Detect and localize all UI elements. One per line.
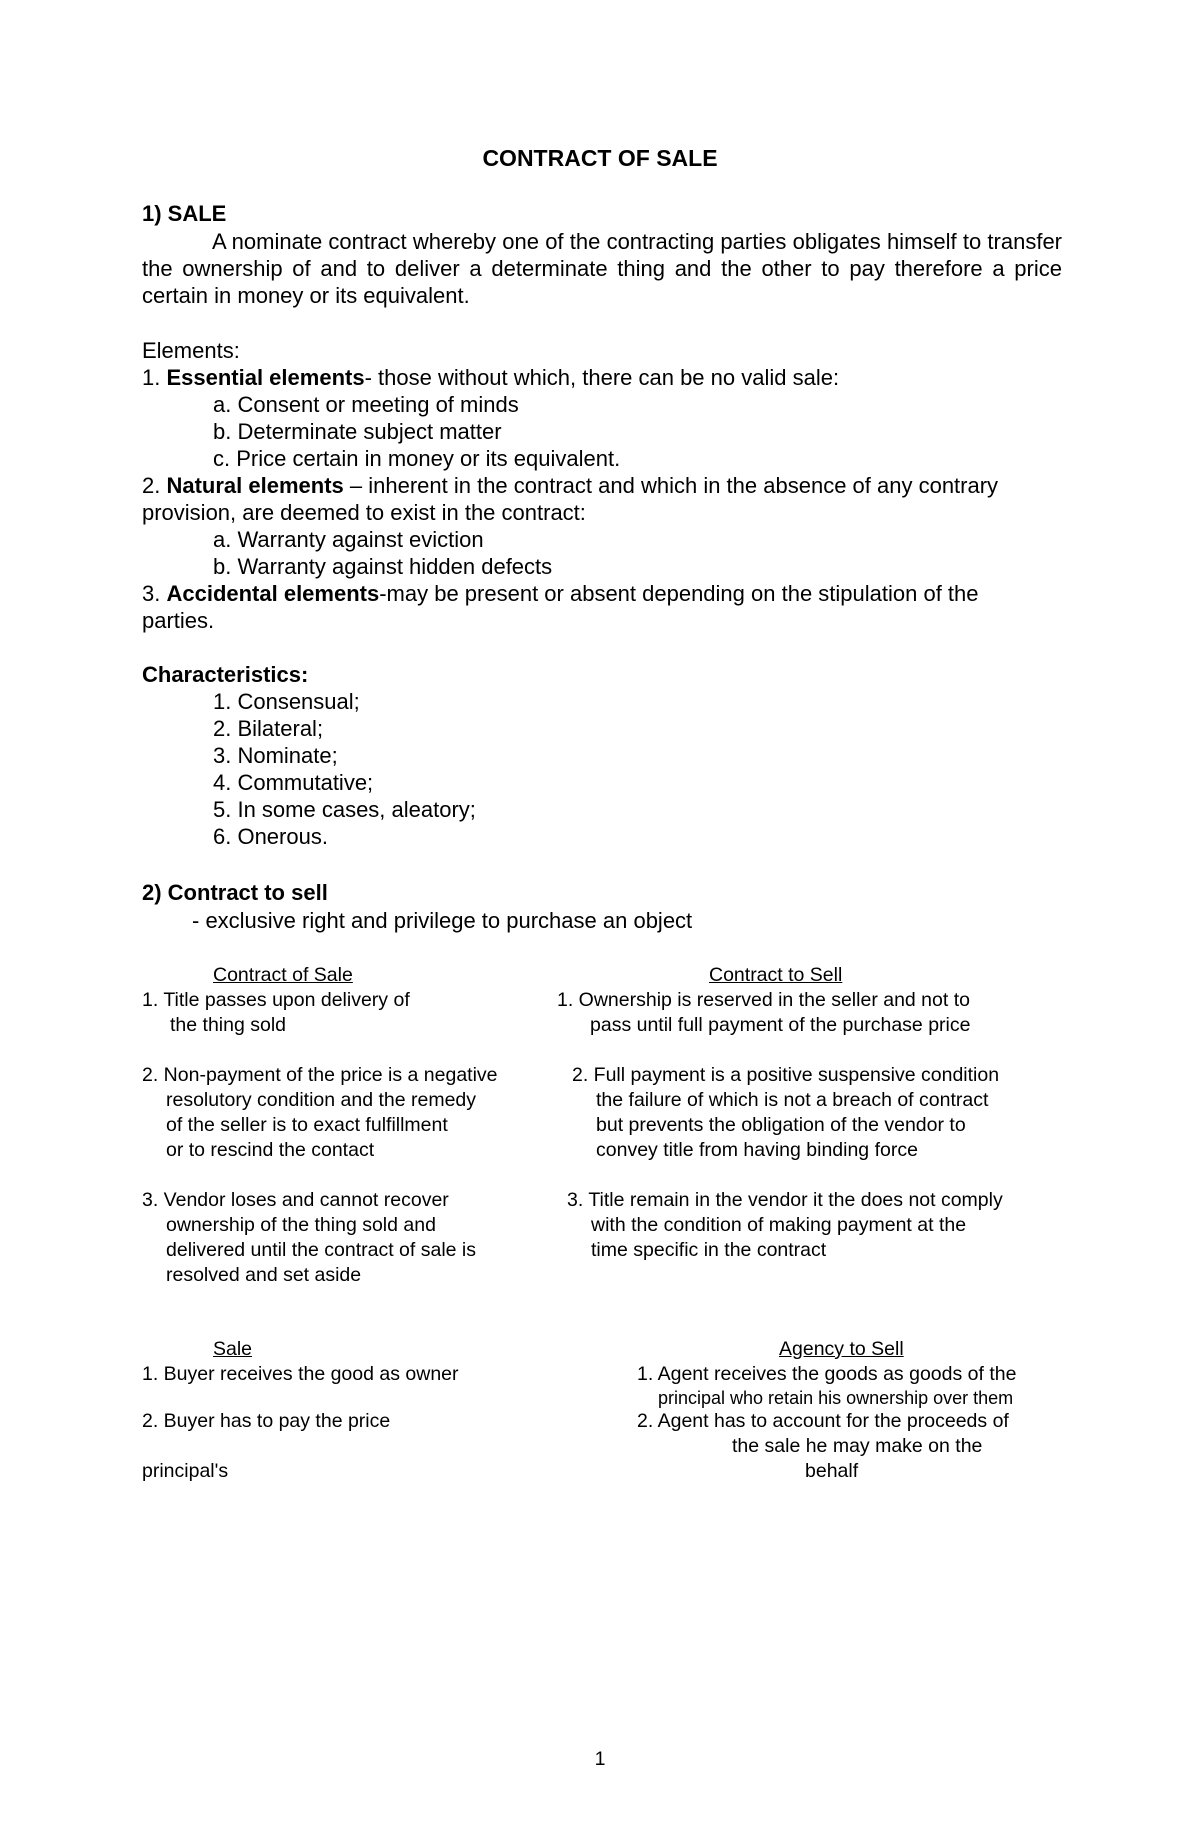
to-sell-point-3: 3. Title remain in the vendor it the does not comply with the condition of making payment at the time specific in the contract [567,1189,1003,1261]
essential-item: b. Determinate subject matter [213,419,502,444]
characteristic-item: 4. Commutative; [213,770,374,795]
sale-item-1: 1. Buyer receives the good as owner [142,1363,459,1385]
characteristic-item: 2. Bilateral; [213,716,324,741]
accidental-elements-line: 3. Accidental elements-may be present or absent depending on the stipulation of the [142,581,979,606]
elements-label: Elements: [142,338,240,363]
agency-item-2-cont: the sale he may make on the [732,1435,983,1457]
agency-item-1: 1. Agent receives the goods as goods of the [637,1363,1017,1385]
to-sell-point-2: 2. Full payment is a positive suspensive condition the failure of which is not a breach of contract but prevents the obligation of the vendor to convey title from having binding force [572,1064,1000,1161]
comparison-header-agency-to-sell: Agency to Sell [779,1338,904,1360]
natural-item: b. Warranty against hidden defects [213,554,553,579]
comparison-header-sale: Sale [213,1338,253,1360]
agency-item-2-cont2: behalf [805,1460,859,1482]
characteristic-item: 3. Nominate; [213,743,338,768]
essential-elements-line: 1. Essential elements- those without which, there can be no valid sale: [142,365,840,390]
essential-item: a. Consent or meeting of minds [213,392,519,417]
natural-elements-cont: provision, are deemed to exist in the contract: [142,500,586,525]
sale-item-3: principal's [142,1460,229,1482]
contract-to-sell-definition: - exclusive right and privilege to purchase an object [192,908,693,933]
accidental-elements-cont: parties. [142,608,215,633]
sale-point-1: 1. Title passes upon delivery of the thing sold [142,989,410,1036]
agency-item-2: 2. Agent has to account for the proceeds of [637,1410,1009,1432]
characteristics-label: Characteristics: [142,662,309,687]
sale-point-3: 3. Vendor loses and cannot recover ownership of the thing sold and delivered until the contract of sale is resolved and set aside [142,1189,477,1286]
to-sell-point-1: 1. Ownership is reserved in the seller and not to pass until full payment of the purchase price [557,989,971,1036]
section-heading-sale: 1) SALE [142,201,227,226]
comparison-header-contract-of-sale: Contract of Sale [213,964,353,986]
natural-elements-line: 2. Natural elements – inherent in the contract and which in the absence of any contrary [142,473,999,498]
sale-point-2: 2. Non-payment of the price is a negative resolutory condition and the remedy of the seller is to exact fulfillment or to rescind the contact [142,1064,498,1161]
page-number: 1 [594,1748,606,1770]
sale-item-2: 2. Buyer has to pay the price [142,1410,391,1432]
comparison-header-contract-to-sell: Contract to Sell [709,964,843,986]
natural-item: a. Warranty against eviction [213,527,484,552]
essential-item: c. Price certain in money or its equivalent. [213,446,621,471]
sale-definition: A nominate contract whereby one of the contracting parties obligates himself to transfer the ownership of and to deliver a determinate thing and the other to pay therefore a price certain in money or its equivalent. [142,229,1062,308]
characteristic-item: 1. Consensual; [213,689,360,714]
page-title: CONTRACT OF SALE [482,145,718,171]
agency-item-1-cont: principal who retain his ownership over them [658,1388,1014,1408]
characteristic-item: 6. Onerous. [213,824,328,849]
section-heading-contract-to-sell: 2) Contract to sell [142,880,328,905]
characteristic-item: 5. In some cases, aleatory; [213,797,476,822]
